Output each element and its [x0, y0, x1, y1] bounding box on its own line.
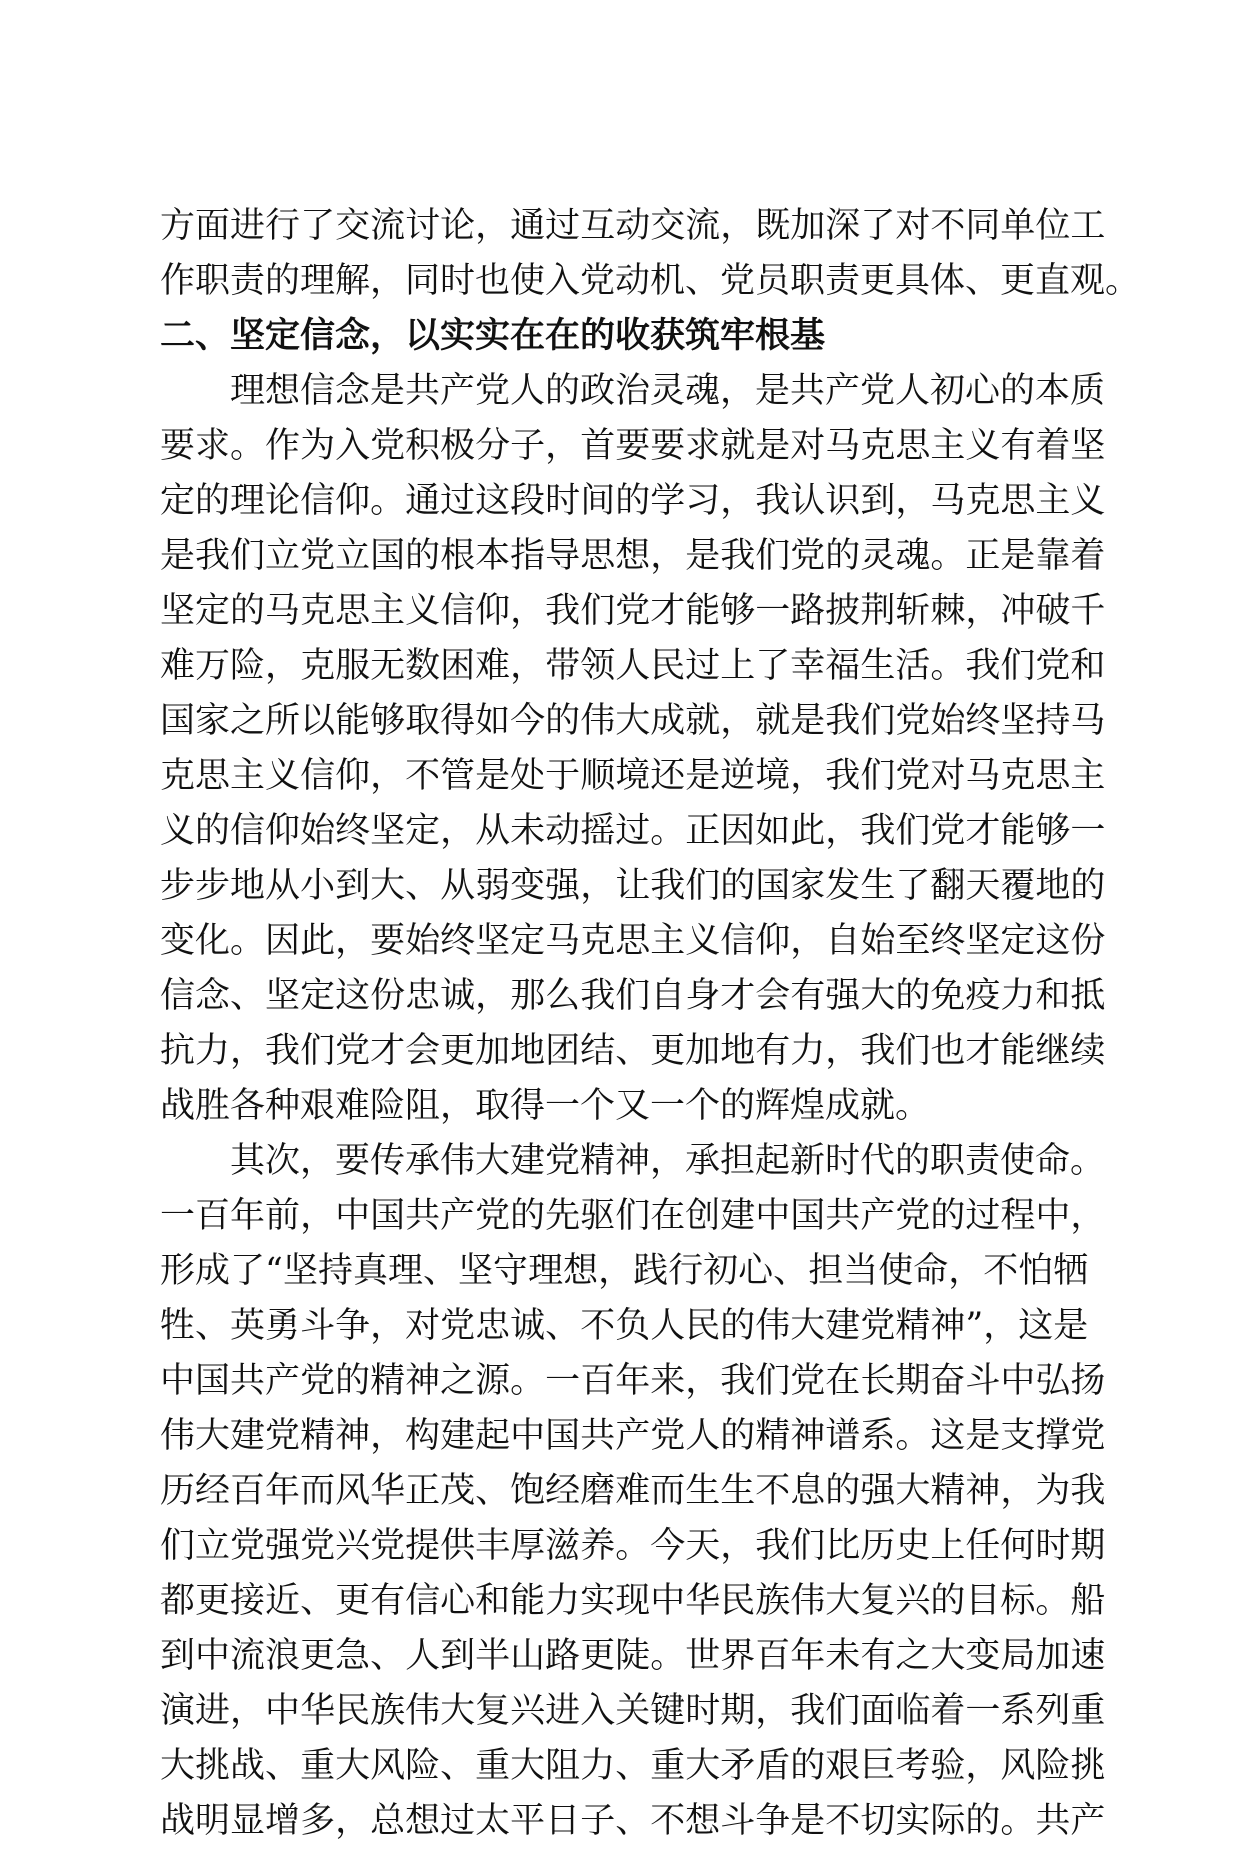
text-line: 都 更 接 近 、 更 有 信 心 和 能 力 实 现 中 华 民 族 伟 大 复 兴 的 目 标 。 船	[160, 1581, 1106, 1621]
text-line: 坚 定 的 马 克 思 主 义 信 仰 ， 我 们 党 才 能 够 一 路 披 荆 斩 棘 ， 冲 破 千	[160, 591, 1106, 631]
text-line: 义 的 信 仰 始 终 坚 定 ， 从 未 动 摇 过 。 正 因 如 此 ， 我 们 党 才 能 够 一	[160, 811, 1106, 851]
document-body	[160, 199, 1141, 1849]
text-line: 方 面 进 行 了 交 流 讨 论 ， 通 过 互 动 交 流 ， 既 加 深 了 对 不 同 单 位 工	[160, 206, 1106, 246]
text-line: 是 我 们 立 党 立 国 的 根 本 指 导 思 想 ， 是 我 们 党 的 灵 魂 。 正 是 靠 着	[160, 536, 1106, 576]
text-line: 演 进 ， 中 华 民 族 伟 大 复 兴 进 入 关 键 时 期 ， 我 们 面 临 着 一 系 列 重	[160, 1691, 1106, 1731]
text-line: 信 念 、 坚 定 这 份 忠 诚 ， 那 么 我 们 自 身 才 会 有 强 大 的 免 疫 力 和 抵	[160, 976, 1106, 1016]
text-line: 形 成 了 “ 坚 持 真 理 、 坚 守 理 想 ， 践 行 初 心 、 担 当 使 命 ， 不 怕 牺	[160, 1251, 1089, 1291]
paragraph-last-line: 战胜各种艰难险阻，取得一个又一个的辉煌成就。	[160, 1086, 931, 1126]
text-line: 中 国 共 产 党 的 精 神 之 源 。 一 百 年 来 ， 我 们 党 在 长 期 奋 斗 中 弘 扬	[160, 1361, 1106, 1401]
text-line: 定 的 理 论 信 仰 。 通 过 这 段 时 间 的 学 习 ， 我 认 识 到 ， 马 克 思 主 义	[160, 481, 1106, 521]
paragraph-first-line: 其次，要传承伟大建党精神，承担起新时代的职责使命。	[230, 1141, 1106, 1181]
section-heading: 二、坚定信念，以实实在在的收获筑牢根基	[160, 316, 826, 356]
text-line: 历 经 百 年 而 风 华 正 茂 、 饱 经 磨 难 而 生 生 不 息 的 强 大 精 神 ， 为 我	[160, 1471, 1106, 1511]
text-line: 变 化 。 因 此 ， 要 始 终 坚 定 马 克 思 主 义 信 仰 ， 自 始 至 终 坚 定 这 份	[160, 921, 1106, 961]
text-line: 克 思 主 义 信 仰 ， 不 管 是 处 于 顺 境 还 是 逆 境 ， 我 们 党 对 马 克 思 主	[160, 756, 1106, 796]
text-line: 步 步 地 从 小 到 大 、 从 弱 变 强 ， 让 我 们 的 国 家 发 生 了 翻 天 覆 地 的	[160, 866, 1106, 906]
text-line: 们 立 党 强 党 兴 党 提 供 丰 厚 滋 养 。 今 天 ， 我 们 比 历 史 上 任 何 时 期	[160, 1526, 1106, 1566]
text-line: 要 求 。 作 为 入 党 积 极 分 子 ， 首 要 要 求 就 是 对 马 克 思 主 义 有 着 坚	[160, 426, 1106, 466]
text-line: 战 明 显 增 多 ， 总 想 过 太 平 日 子 、 不 想 斗 争 是 不 切 实 际 的 。 共 产	[160, 1801, 1106, 1841]
text-line: 到 中 流 浪 更 急 、 人 到 半 山 路 更 陡 。 世 界 百 年 未 有 之 大 变 局 加 速	[160, 1636, 1106, 1676]
text-line: 一 百 年 前 ， 中 国 共 产 党 的 先 驱 们 在 创 建 中 国 共 产 党 的 过 程 中 ，	[160, 1196, 1106, 1236]
text-line: 大 挑 战 、 重 大 风 险 、 重 大 阻 力 、 重 大 矛 盾 的 艰 巨 考 验 ， 风 险 挑	[160, 1746, 1106, 1786]
paragraph-first-line: 理想信念是共产党人的政治灵魂，是共产党人初心的本质	[230, 371, 1106, 411]
text-line: 国 家 之 所 以 能 够 取 得 如 今 的 伟 大 成 就 ， 就 是 我 们 党 始 终 坚 持 马	[160, 701, 1106, 741]
text-line: 伟 大 建 党 精 神 ， 构 建 起 中 国 共 产 党 人 的 精 神 谱 系 。 这 是 支 撑 党	[160, 1416, 1106, 1456]
text-line: 抗 力 ， 我 们 党 才 会 更 加 地 团 结 、 更 加 地 有 力 ， 我 们 也 才 能 继 续	[160, 1031, 1106, 1071]
paragraph-last-line: 作职责的理解，同时也使入党动机、党员职责更具体、更直观。	[160, 261, 1141, 301]
text-line: 难 万 险 ， 克 服 无 数 困 难 ， 带 领 人 民 过 上 了 幸 福 生 活 。 我 们 党 和	[160, 646, 1106, 686]
text-line: 牲 、 英 勇 斗 争 ， 对 党 忠 诚 、 不 负 人 民 的 伟 大 建 党 精 神 ” ， 这 是	[160, 1306, 1089, 1346]
